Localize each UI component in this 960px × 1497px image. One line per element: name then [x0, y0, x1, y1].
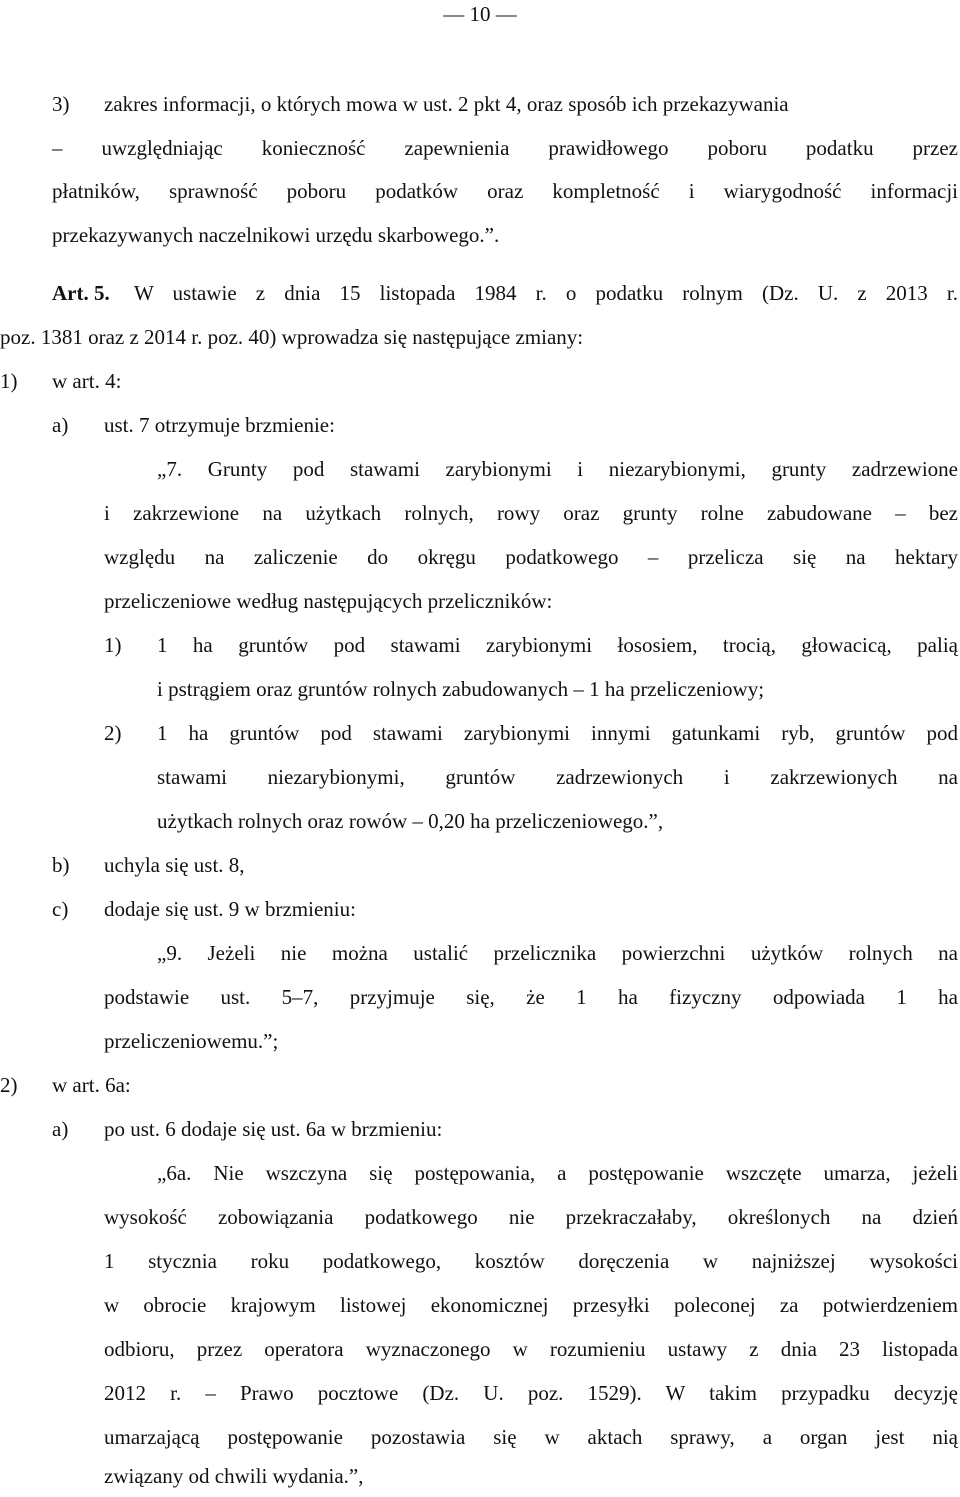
- art-5-title: Art. 5.: [52, 281, 110, 305]
- quote-9-line-1: „9. Jeżeli nie można ustalić przelicznika powierzchni użytków rolnych na: [157, 941, 958, 965]
- art-5-line-1: W ustawie z dnia 15 listopada 1984 r. o podatku rolnym (Dz. U. z 2013 r.: [134, 281, 958, 305]
- point-2-label: 2): [0, 1073, 18, 1097]
- item-3-line-4: przekazywanych naczelnikowi urzędu skarbowego.”.: [52, 223, 500, 247]
- quote-6a-line-4: w obrocie krajowym listowej ekonomicznej przesyłki poleconej za potwierdzeniem: [104, 1293, 958, 1317]
- quote-9-line-2: podstawie ust. 5–7, przyjmuje się, że 1 ha fizyczny odpowiada 1 ha: [104, 985, 958, 1009]
- point-1b-text: uchyla się ust. 8,: [104, 853, 245, 877]
- quote-7-item-2-label: 2): [104, 721, 122, 745]
- page-number: — 10 —: [443, 2, 517, 26]
- quote-6a-line-6: 2012 r. – Prawo pocztowe (Dz. U. poz. 1529). W takim przypadku decyzję: [104, 1381, 958, 1405]
- point-2-text: w art. 6a:: [52, 1073, 131, 1097]
- quote-7-line-3: względu na zaliczenie do okręgu podatkowego – przelicza się na hektary: [104, 545, 958, 569]
- quote-7-item-2-line-1: 1 ha gruntów pod stawami zarybionymi innymi gatunkami ryb, gruntów pod: [157, 721, 958, 745]
- item-3-line-3: płatników, sprawność poboru podatków oraz kompletność i wiarygodność informacji: [52, 179, 958, 203]
- item-3-line-2: – uwzględniając konieczność zapewnienia prawidłowego poboru podatku przez: [52, 136, 958, 160]
- quote-9-line-3: przeliczeniowemu.”;: [104, 1029, 279, 1053]
- point-1-text: w art. 4:: [52, 369, 122, 393]
- point-2a-text: po ust. 6 dodaje się ust. 6a w brzmieniu:: [104, 1117, 443, 1141]
- point-1a-label: a): [52, 413, 69, 437]
- point-1b-label: b): [52, 853, 70, 877]
- quote-6a-line-8: związany od chwili wydania.”,: [104, 1464, 364, 1488]
- quote-6a-line-7: umarzającą postępowanie pozostawia się w aktach sprawy, a organ jest nią: [104, 1425, 958, 1449]
- point-1-label: 1): [0, 369, 18, 393]
- point-2a-label: a): [52, 1117, 69, 1141]
- item-3-line-1: zakres informacji, o których mowa w ust. 2 pkt 4, oraz sposób ich przekazywania: [104, 92, 789, 116]
- quote-6a-line-5: odbioru, przez operatora wyznaczonego w rozumieniu ustawy z dnia 23 listopada: [104, 1337, 958, 1361]
- quote-7-line-2: i zakrzewione na użytkach rolnych, rowy oraz grunty rolne zabudowane – bez: [104, 501, 958, 525]
- art-5-line-2: poz. 1381 oraz z 2014 r. poz. 40) wprowadza się następujące zmiany:: [0, 325, 584, 349]
- art-5-heading: [52, 279, 110, 307]
- quote-7-item-2-line-2: stawami niezarybionymi, gruntów zadrzewionych i zakrzewionych na: [157, 765, 958, 789]
- point-1a-text: ust. 7 otrzymuje brzmienie:: [104, 413, 335, 437]
- quote-6a-line-1: „6a. Nie wszczyna się postępowania, a postępowanie wszczęte umarza, jeżeli: [157, 1161, 958, 1185]
- quote-7-line-4: przeliczeniowe według następujących przeliczników:: [104, 589, 553, 613]
- item-3-label: 3): [52, 92, 70, 116]
- quote-7-item-1-line-1: 1 ha gruntów pod stawami zarybionymi łososiem, trocią, głowacicą, palią: [157, 633, 958, 657]
- point-1c-text: dodaje się ust. 9 w brzmieniu:: [104, 897, 356, 921]
- quote-7-item-1-label: 1): [104, 633, 122, 657]
- point-1c-label: c): [52, 897, 69, 921]
- quote-7-item-1-line-2: i pstrągiem oraz gruntów rolnych zabudowanych – 1 ha przeliczeniowy;: [157, 677, 765, 701]
- quote-6a-line-3: 1 stycznia roku podatkowego, kosztów doręczenia w najniższej wysokości: [104, 1249, 958, 1273]
- quote-6a-line-2: wysokość zobowiązania podatkowego nie przekraczałaby, określonych na dzień: [104, 1205, 958, 1229]
- quote-7-item-2-line-3: użytkach rolnych oraz rowów – 0,20 ha przeliczeniowego.”,: [157, 809, 664, 833]
- quote-7-line-1: „7. Grunty pod stawami zarybionymi i niezarybionymi, grunty zadrzewione: [157, 457, 958, 481]
